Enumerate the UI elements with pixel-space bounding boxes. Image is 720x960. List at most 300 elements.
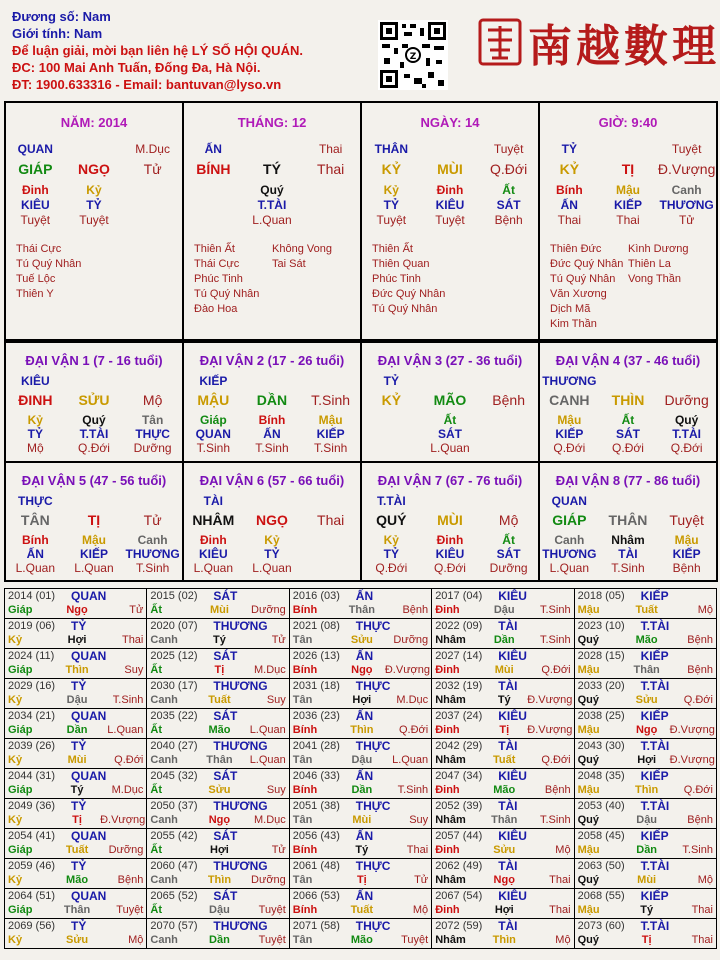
year-phase: Mộ — [555, 934, 571, 946]
year-branch: Ngọ — [66, 604, 88, 616]
year-body — [435, 843, 570, 857]
year-stem: Tân — [292, 934, 313, 946]
cell-text: Kỷ — [264, 532, 280, 547]
dai-van-cell — [362, 343, 540, 463]
year-phase: Tử — [414, 874, 429, 886]
year-body — [435, 723, 573, 737]
year-star: QUAN — [71, 589, 107, 603]
year-cell — [147, 619, 289, 649]
cell-text: ẤN — [263, 427, 281, 441]
cell-text: THƯƠNG — [125, 546, 180, 561]
cell-row — [184, 494, 360, 508]
cell-text — [65, 494, 123, 508]
year-label: 2021 (08) — [292, 620, 340, 632]
year-star: ẤN — [355, 709, 374, 723]
year-branch: Tý — [213, 634, 226, 646]
cell-row — [362, 162, 538, 177]
year-stem: Canh — [150, 694, 178, 706]
year-body — [293, 723, 428, 737]
cell-text: L.Quan — [252, 213, 292, 227]
cell-row — [362, 142, 538, 157]
year-star: TÀI — [498, 799, 518, 813]
cell-row — [540, 374, 716, 388]
cell-row — [184, 198, 360, 213]
year-cell — [290, 739, 432, 769]
cell-row — [6, 393, 182, 407]
year-stem: Mậu — [577, 784, 600, 796]
year-cell — [575, 589, 717, 619]
cell-body — [184, 374, 360, 455]
year-branch: Thìn — [635, 784, 659, 796]
year-label: 2057 (44) — [435, 830, 483, 842]
cell-text — [302, 183, 360, 198]
star-row — [194, 257, 360, 272]
cell-row — [362, 213, 538, 228]
year-star: T.TÀI — [640, 799, 670, 813]
cell-title: ĐẠI VẬN 5 (47 - 56 tuổi) — [21, 472, 167, 488]
cell-text: Quý — [260, 183, 284, 197]
year-branch: Dần — [209, 934, 230, 946]
year-star: QUAN — [71, 829, 107, 843]
year-label: 2025 (12) — [150, 650, 198, 662]
year-cell — [5, 859, 147, 889]
year-body — [150, 723, 285, 737]
year-label: 2018 (05) — [577, 590, 625, 602]
year-stem: Quý — [577, 814, 599, 826]
star-row — [16, 257, 182, 272]
year-label: 2071 (58) — [292, 920, 340, 932]
year-branch: Tuất — [208, 694, 231, 706]
cell-text: Bính — [21, 532, 49, 547]
year-phase: Bệnh — [117, 874, 144, 886]
cell-title: NĂM: 2014 — [60, 115, 128, 130]
year-body — [578, 873, 713, 887]
star-name: Vong Thần — [628, 273, 682, 285]
red-seal-icon — [478, 18, 522, 66]
cell-row — [6, 494, 182, 508]
cell-text: MẬU — [197, 392, 230, 408]
year-cell — [575, 919, 717, 949]
year-cell — [432, 769, 574, 799]
cell-text — [421, 374, 479, 388]
year-branch: Ngọ — [493, 874, 515, 886]
year-body — [578, 813, 713, 827]
cell-text: L.Quan — [252, 560, 292, 575]
year-star: THƯƠNG — [213, 919, 268, 933]
year-label: 2040 (27) — [150, 740, 198, 752]
year-phase: T.Sinh — [540, 634, 571, 646]
cell-text: Dưỡng — [489, 560, 528, 575]
year-phase: Dưỡng — [251, 604, 286, 616]
cell-text: Tuyệt — [493, 142, 524, 156]
year-phase: Đ.Vượng — [669, 754, 715, 766]
year-label: 2061 (48) — [292, 860, 340, 872]
cell-row — [6, 213, 182, 228]
cell-text: THƯƠNG — [542, 546, 597, 561]
year-star: T.TÀI — [640, 919, 670, 933]
year-stem: Kỷ — [8, 814, 23, 826]
star-name: Tai Sát — [272, 258, 306, 270]
cell-text — [184, 183, 242, 198]
cell-text: TỶ — [383, 546, 399, 561]
year-phase: Tuyệt — [116, 904, 144, 916]
year-cell — [575, 889, 717, 919]
cell-text: GIÁP — [552, 511, 587, 528]
year-label: 2048 (35) — [577, 770, 625, 782]
year-branch: Sửu — [66, 934, 89, 946]
star-name: Tuế Lộc — [16, 273, 56, 285]
star-name: Tú Quý Nhân — [550, 273, 616, 285]
cell-text: Quý — [82, 413, 106, 427]
cell-text — [658, 374, 716, 388]
year-branch: Dậu — [209, 904, 230, 916]
cell-text: TÀI — [203, 493, 223, 508]
year-branch: Mão — [493, 784, 516, 796]
year-branch: Ngọ — [635, 724, 658, 736]
year-cell — [290, 829, 432, 859]
year-body — [293, 783, 428, 797]
cell-text: Tử — [143, 161, 162, 177]
year-cell — [5, 709, 147, 739]
cell-text: KIẾP — [555, 427, 584, 441]
year-cell — [5, 679, 147, 709]
year-phase: T.Sinh — [540, 814, 571, 826]
year-stem: Nhâm — [435, 754, 466, 766]
year-phase: L.Quan — [107, 724, 144, 736]
cell-text — [658, 494, 716, 508]
cell-row — [184, 441, 360, 455]
year-stem: Kỷ — [8, 874, 23, 886]
year-label: 2026 (13) — [292, 650, 340, 662]
year-branch: Tý — [70, 784, 84, 796]
year-star: THỰC — [355, 679, 391, 693]
year-stem: Quý — [577, 874, 599, 886]
cell-text — [599, 142, 657, 157]
cell-text — [243, 142, 301, 157]
year-stem: Đinh — [435, 844, 460, 856]
star-name: Thiên Đức — [550, 243, 602, 255]
year-star: KIẾP — [640, 829, 669, 843]
year-cell — [147, 829, 289, 859]
star-row — [372, 287, 538, 302]
cell-text: KIẾP — [613, 198, 642, 212]
year-star: KIÊU — [498, 889, 527, 903]
cell-body — [184, 494, 360, 575]
year-cell — [432, 919, 574, 949]
year-body — [293, 843, 428, 857]
year-label: 2052 (39) — [435, 800, 483, 812]
year-cell — [432, 649, 574, 679]
cell-text: T.Sinh — [313, 441, 348, 455]
cell-text: Q.Đới — [490, 161, 528, 177]
year-branch: Tuất — [635, 604, 658, 616]
qr-code-icon — [378, 20, 448, 90]
year-star: THỰC — [355, 739, 391, 753]
year-label: 2039 (26) — [8, 740, 56, 752]
year-body — [293, 693, 428, 707]
year-branch: Thìn — [492, 934, 516, 946]
year-branch: Sửu — [350, 634, 373, 646]
year-star: KIÊU — [498, 769, 527, 783]
cell-row — [540, 413, 716, 427]
year-branch: Hợi — [210, 844, 229, 856]
year-star: SÁT — [213, 769, 238, 783]
year-phase: Bệnh — [687, 814, 713, 826]
cell-text: THƯƠNG — [542, 374, 597, 388]
year-cell — [432, 889, 574, 919]
cell-body — [362, 494, 538, 575]
year-label: 2055 (42) — [150, 830, 198, 842]
year-stem: Quý — [577, 754, 599, 766]
year-cell — [5, 769, 147, 799]
cell-row — [6, 533, 182, 547]
year-label: 2022 (09) — [435, 620, 483, 632]
cell-row — [540, 533, 716, 547]
cell-text — [302, 494, 360, 508]
year-stem: Đinh — [435, 724, 460, 736]
cell-text: L.Quan — [15, 560, 55, 575]
year-branch: Tuất — [65, 844, 89, 856]
year-stem: Quý — [577, 634, 599, 646]
year-stem: Canh — [150, 814, 178, 826]
cell-text — [362, 413, 420, 427]
year-label: 2047 (34) — [435, 770, 483, 782]
year-cell — [147, 859, 289, 889]
cell-row — [540, 162, 716, 177]
year-phase: M.Dục — [254, 814, 286, 826]
year-body — [578, 723, 713, 737]
year-star: T.TÀI — [640, 679, 670, 693]
cell-row — [184, 413, 360, 427]
year-label: 2050 (37) — [150, 800, 198, 812]
year-star: ẤN — [355, 589, 374, 603]
year-cell — [290, 589, 432, 619]
year-star: ẤN — [355, 829, 374, 843]
logo-text: 南越數理 — [528, 21, 720, 72]
star-name: Đào Hoa — [194, 303, 238, 315]
cell-row — [362, 427, 538, 441]
dai-van-grid — [4, 341, 718, 582]
year-phase: Đ.Vượng — [527, 724, 573, 736]
cell-text: QUAN — [195, 427, 231, 441]
year-phase: L.Quan — [249, 724, 286, 736]
cell-text: Mộ — [498, 511, 519, 528]
cell-text: KIÊU — [435, 198, 465, 212]
year-star: KIÊU — [498, 709, 527, 723]
year-branch: Tị — [214, 664, 225, 676]
cell-row — [540, 213, 716, 228]
year-phase: Tử — [271, 634, 286, 646]
cell-text — [480, 494, 538, 508]
year-branch: Dần — [636, 844, 658, 856]
cell-text: TỶ — [27, 427, 43, 441]
year-body — [150, 813, 285, 827]
year-branch: Thìn — [350, 724, 374, 736]
year-phase: L.Quan — [392, 754, 429, 766]
cell-text: T.Sinh — [135, 560, 170, 575]
year-body — [435, 873, 570, 887]
year-cell — [432, 709, 574, 739]
year-phase: Tuyệt — [258, 934, 286, 946]
year-star: QUAN — [71, 649, 107, 663]
address-line: ĐC: 100 Mai Anh Tuấn, Đống Đa, Hà Nội. — [12, 60, 261, 75]
year-cell — [575, 829, 717, 859]
year-stem: Mậu — [577, 904, 600, 916]
year-stem: Quý — [577, 934, 599, 946]
year-body — [435, 603, 570, 617]
year-stem: Tân — [292, 634, 313, 646]
year-cell — [432, 679, 574, 709]
year-phase: Tuyệt — [401, 934, 429, 946]
year-star: SÁT — [213, 709, 238, 723]
cell-text: Bệnh — [672, 560, 701, 575]
year-branch: Tý — [355, 844, 369, 856]
cell-body — [540, 142, 716, 228]
cell-text: ẤN — [560, 198, 578, 212]
year-cell — [290, 799, 432, 829]
star-row — [194, 302, 360, 317]
cell-text: KIẾP — [672, 546, 701, 561]
cell-text: Đinh — [199, 532, 227, 547]
year-branch: Mùi — [209, 604, 229, 616]
cell-text: Quý — [674, 413, 699, 427]
year-branch: Ngọ — [351, 664, 373, 676]
cell-row — [6, 162, 182, 177]
year-cell — [575, 859, 717, 889]
year-branch: Dậu — [66, 694, 88, 706]
cell-text: L.Quan — [193, 560, 233, 575]
year-label: 2066 (53) — [292, 890, 340, 902]
year-body — [150, 843, 285, 857]
cell-text: SÁT — [615, 427, 640, 441]
cell-text — [124, 198, 182, 213]
cell-text: NGỌ — [78, 161, 110, 177]
cell-text: MÃO — [433, 392, 467, 408]
cell-row — [184, 533, 360, 547]
year-cell — [575, 739, 717, 769]
year-branch: Thân — [206, 754, 233, 766]
year-stem: Ất — [150, 904, 162, 916]
year-body — [578, 663, 713, 677]
year-phase: Đ.Vượng — [384, 664, 431, 676]
star-name: Tú Quý Nhân — [194, 288, 260, 300]
header-info — [12, 8, 303, 93]
year-cell — [147, 649, 289, 679]
cell-row — [6, 427, 182, 441]
star-row — [550, 302, 716, 317]
year-phase: Mộ — [555, 844, 571, 856]
year-branch: Thân — [348, 604, 375, 616]
cell-row — [184, 427, 360, 441]
cell-row — [6, 513, 182, 527]
cell-row — [362, 374, 538, 388]
year-body — [578, 933, 713, 947]
cell-text: SÁT — [437, 427, 462, 441]
year-cell — [147, 799, 289, 829]
cell-text: SÁT — [496, 198, 521, 212]
year-branch: Thân — [63, 904, 91, 916]
year-body — [8, 873, 143, 887]
year-body — [293, 813, 428, 827]
cell-row — [184, 213, 360, 228]
year-cell — [432, 859, 574, 889]
cell-body — [362, 374, 538, 455]
cell-text — [599, 374, 657, 388]
year-label: 2029 (16) — [8, 680, 56, 692]
year-stem: Kỷ — [8, 754, 23, 766]
cell-row — [540, 393, 716, 407]
year-label: 2034 (21) — [8, 710, 56, 722]
year-phase: L.Quan — [249, 754, 286, 766]
star-list — [184, 242, 360, 317]
year-label: 2037 (24) — [435, 710, 483, 722]
year-body — [293, 873, 428, 887]
year-star: QUAN — [71, 769, 107, 783]
year-phase: Bệnh — [687, 634, 713, 646]
cell-text: TỊ — [621, 161, 635, 177]
year-stem: Giáp — [8, 904, 33, 916]
year-cell — [432, 619, 574, 649]
year-phase: Q.Đới — [398, 724, 429, 736]
year-body — [150, 933, 285, 947]
cell-text: KIẾP — [199, 374, 228, 388]
year-cell — [290, 919, 432, 949]
year-branch: Tý — [640, 904, 654, 916]
star-name: Kim Thần — [550, 318, 597, 330]
star-row — [550, 317, 716, 332]
year-branch: Dần — [351, 784, 373, 796]
year-cell — [575, 799, 717, 829]
year-phase: Suy — [266, 694, 286, 706]
cell-text: TỶ — [86, 198, 102, 212]
cell-text: Kỷ — [27, 413, 43, 427]
year-label: 2053 (40) — [577, 800, 625, 812]
year-branch: Hợi — [494, 904, 514, 916]
year-label: 2015 (02) — [150, 590, 198, 602]
year-stem: Bính — [292, 604, 318, 616]
cell-text: Tử — [678, 213, 695, 227]
cell-text: Tuyệt — [671, 142, 702, 156]
year-body — [8, 663, 143, 677]
cell-row — [362, 513, 538, 527]
year-phase: Mộ — [697, 874, 713, 886]
cell-text: M.Dục — [135, 142, 170, 156]
year-stem: Tân — [292, 694, 313, 706]
year-branch: Mùi — [494, 664, 514, 676]
cell-text: Tuyệt — [376, 213, 407, 227]
year-stem: Giáp — [8, 604, 33, 616]
year-cell — [5, 889, 147, 919]
year-star: THỰC — [355, 619, 391, 633]
cell-text: TỶ — [383, 374, 399, 388]
cell-text: Q.Đới — [78, 441, 110, 455]
dai-van-cell — [6, 343, 184, 463]
year-body — [293, 933, 428, 947]
cell-text: Q.Đới — [375, 560, 408, 575]
cell-text: Canh — [671, 183, 702, 197]
year-stem: Nhâm — [435, 814, 466, 826]
year-star: SÁT — [213, 649, 238, 663]
year-branch: Dần — [66, 724, 88, 736]
year-body — [150, 903, 285, 917]
year-cell — [5, 649, 147, 679]
year-phase: Bệnh — [544, 784, 571, 796]
cell-row — [362, 533, 538, 547]
year-stem: Ất — [150, 664, 162, 676]
cell-text: Kỷ — [383, 183, 399, 197]
year-body — [8, 843, 143, 857]
year-body — [435, 693, 573, 707]
